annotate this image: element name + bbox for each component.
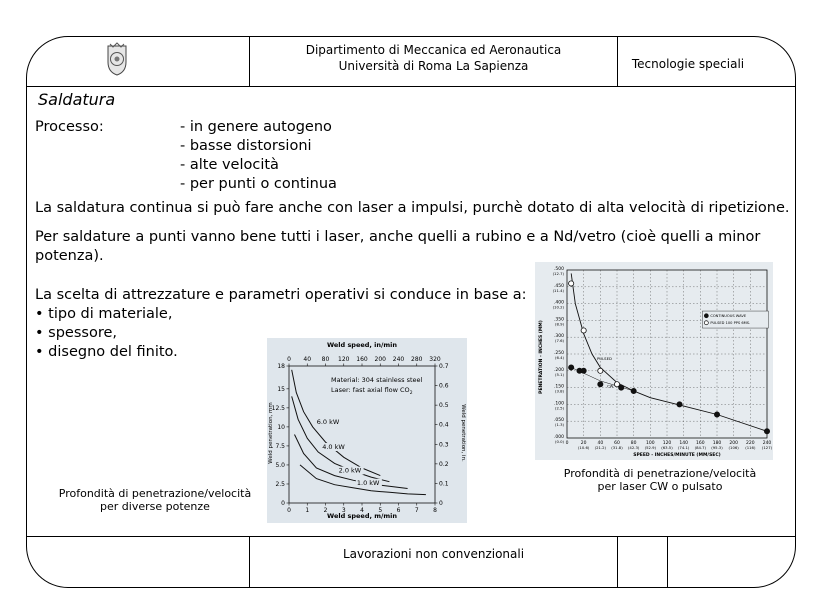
x-tick-label-mm: (63.5) — [661, 445, 673, 450]
x-tick-label: 240 — [762, 441, 772, 446]
y-tick-label: 7.5 — [275, 442, 285, 450]
x-tick-label-mm: (127) — [761, 445, 773, 450]
y-tick-label: 12.5 — [271, 404, 285, 412]
paragraph-continuous: La saldatura continua si può fare anche con laser a impulsi, purchè dotato di alta velocità di ripetizione. — [35, 200, 790, 216]
x-tick-label: 200 — [729, 441, 738, 446]
x-tick-label: 180 — [712, 441, 722, 446]
pulsed-data-point — [569, 281, 574, 286]
x-tick-label: 160 — [696, 441, 705, 446]
chart-annotation — [327, 372, 437, 397]
cw-data-point — [569, 365, 574, 370]
top-tick-label: 200 — [374, 356, 386, 363]
pulsed-data-point — [581, 328, 586, 333]
bullet-item: • spessore, — [35, 325, 117, 341]
chart-x-label: Weld speed, m/min — [327, 512, 397, 520]
y-tick-label-mm: (1.3) — [554, 422, 564, 428]
penetration-cw-vs-pulsed-chart — [535, 262, 773, 460]
y-tick-label: .400 — [553, 300, 564, 306]
x-tick-label: 100 — [646, 441, 655, 446]
paragraph-selection: La scelta di attrezzature e parametri operativi si conduce in base a: — [35, 287, 527, 303]
y-tick-label: .100 — [553, 401, 564, 407]
legend-label: PULSED 100 PPS 6MS. — [710, 321, 751, 326]
y-right-tick-label: 0.5 — [439, 402, 449, 410]
x-tick-label: 0 — [565, 441, 569, 446]
series-label: 1.0 kW — [356, 478, 380, 487]
x-tick-label: 7 — [414, 507, 419, 514]
y-tick-label: 18 — [277, 363, 285, 370]
process-item: - alte velocità — [180, 157, 279, 173]
cw-label: CW — [607, 383, 614, 389]
university-seal-icon — [104, 42, 130, 76]
x-tick-label: 80 — [630, 441, 637, 446]
penetration-vs-power-chart — [267, 338, 467, 523]
x-tick-label: 6 — [396, 507, 401, 514]
y-tick-label-mm: (5.1) — [554, 371, 564, 377]
paragraph-spot-line-1: Per saldature a punti vanno bene tutti i laser, anche quelli a rubino e a Nd/vetro (cioè quelli a minor — [35, 229, 761, 245]
y-tick-label-mm: (7.6) — [554, 338, 564, 344]
y-tick-label: .450 — [553, 283, 564, 289]
y-right-tick-label: 0.4 — [439, 421, 449, 429]
chart-x-label: SPEED - INCHES/MINUTE (MM/SEC) — [633, 453, 721, 458]
x-tick-label-mm: (52.9) — [644, 445, 657, 450]
pulsed-data-point — [614, 382, 619, 387]
cw-data-point — [714, 412, 719, 417]
x-tick-label-mm: (74.1) — [677, 445, 690, 450]
footer-title: Lavorazioni non convenzionali — [342, 547, 525, 561]
top-tick-label: 160 — [356, 356, 368, 363]
y-tick-label: .150 — [553, 384, 564, 390]
y-tick-label-mm: (12.7) — [552, 271, 564, 276]
x-tick-label-mm: (42.3) — [627, 445, 640, 450]
department-line-1: Dipartimento di Meccanica ed Aeronautica — [305, 43, 562, 57]
y-right-tick-label: 0.2 — [439, 460, 449, 468]
y-tick-label: .200 — [553, 367, 564, 373]
x-tick-label: 40 — [597, 441, 604, 446]
header-divider — [26, 86, 796, 87]
caption-line: Profondità di penetrazione/velocità — [563, 467, 757, 480]
y-tick-label: 5.0 — [275, 461, 285, 469]
annotation-material: Material: 304 stainless steel — [331, 376, 423, 384]
cw-data-point — [677, 402, 682, 407]
series-label: 2.0 kW — [338, 466, 362, 475]
x-tick-label: 3 — [341, 507, 346, 514]
x-tick-label-mm: (116) — [745, 445, 756, 450]
x-tick-label: 0 — [287, 507, 291, 514]
top-tick-label: 240 — [392, 356, 405, 363]
bullet-item: • disegno del finito. — [35, 344, 178, 360]
legend-marker — [704, 321, 708, 325]
y-tick-label-mm: (2.5) — [554, 405, 564, 411]
course-name: Tecnologie speciali — [631, 57, 745, 71]
y-tick-label-mm: (8.9) — [554, 321, 564, 327]
x-tick-label: 120 — [662, 441, 672, 446]
legend-marker — [704, 314, 708, 318]
legend-label: CONTINUOUS WAVE — [710, 314, 747, 319]
top-tick-label: 280 — [411, 356, 423, 363]
x-tick-label-mm: (31.8) — [611, 445, 623, 450]
chart-y-label: PENETRATION - INCHES (MM) — [539, 320, 544, 394]
annotation-subscript: 2 — [409, 391, 413, 396]
top-tick-label: 40 — [303, 356, 312, 363]
slide-title: Saldatura — [38, 90, 116, 109]
x-tick-label: 4 — [360, 507, 364, 514]
process-item: - basse distorsioni — [180, 138, 312, 154]
y-tick-label: .350 — [553, 317, 564, 323]
series-label: 6.0 kW — [316, 417, 340, 426]
annotation-laser: Laser: fast axial flow CO — [331, 386, 410, 394]
top-tick-label: 80 — [321, 356, 330, 363]
x-tick-label: 1 — [305, 507, 310, 514]
x-tick-label: 5 — [378, 507, 383, 514]
y-tick-label: .000 — [553, 435, 564, 440]
chart-top-title: Weld speed, in/min — [326, 341, 398, 349]
x-tick-label-mm: (21.2) — [594, 445, 607, 450]
x-tick-label: 2 — [323, 507, 328, 514]
x-tick-label-mm: (10.6) — [577, 445, 590, 450]
caption-line: per diverse potenze — [100, 500, 210, 513]
x-tick-label-mm: (106) — [728, 445, 739, 450]
footer-separator-mid — [617, 536, 618, 588]
department-line-2: Università di Roma La Sapienza — [338, 59, 529, 73]
bullet-item: • tipo di materiale, — [35, 306, 173, 322]
y-tick-label: 15 — [277, 385, 285, 393]
footer-separator-left — [249, 536, 250, 588]
x-tick-label-mm: (84.7) — [694, 445, 707, 450]
paragraph-spot-line-2: potenza). — [35, 248, 104, 264]
top-tick-label: 320 — [429, 356, 441, 363]
y-right-tick-label: 0.3 — [439, 441, 449, 449]
cw-data-point — [764, 429, 769, 434]
footer-separator-right — [667, 536, 668, 588]
y-tick-label-mm: (10.2) — [552, 304, 564, 310]
x-tick-label: 60 — [614, 441, 620, 446]
caption-line: per laser CW o pulsato — [597, 480, 723, 493]
y-tick-label-mm: (6.4) — [554, 355, 564, 360]
cw-data-point — [598, 382, 603, 387]
y-right-tick-label: 0.6 — [439, 382, 449, 390]
y-tick-label: 0 — [281, 500, 285, 507]
y-tick-label: .250 — [553, 351, 564, 356]
chart-y-label: Weld penetration, mm — [268, 402, 274, 464]
process-item: - in genere autogeno — [180, 119, 332, 135]
caption-line: Profondità di penetrazione/velocità — [58, 487, 252, 500]
left-chart-caption — [55, 487, 255, 513]
chart-y-label-right: Weld penetration, in. — [460, 404, 466, 462]
pulsed-data-point — [598, 368, 603, 373]
pulsed-label: PULSED — [597, 356, 612, 362]
y-tick-label-mm: (3.8) — [554, 388, 564, 394]
y-tick-label: .500 — [553, 267, 564, 272]
right-chart-caption — [555, 467, 765, 493]
y-tick-label-mm: (11.4) — [552, 287, 564, 293]
y-right-tick-label: 0.7 — [439, 363, 449, 370]
process-item: - per punti o continua — [180, 176, 337, 192]
x-tick-label: 20 — [580, 441, 587, 446]
x-tick-label: 8 — [433, 507, 437, 514]
y-tick-label: .300 — [553, 334, 564, 340]
y-right-tick-label: 0.1 — [439, 480, 449, 488]
department-name — [250, 42, 617, 74]
y-tick-label: 2.5 — [275, 480, 285, 488]
cw-data-point — [581, 368, 586, 373]
top-tick-label: 0 — [287, 356, 291, 363]
y-tick-label-mm: (0.0) — [554, 439, 564, 444]
x-tick-label: 220 — [746, 441, 755, 446]
footer-divider — [26, 536, 796, 537]
cw-data-point — [631, 388, 636, 393]
top-tick-label: 120 — [338, 356, 350, 363]
y-tick-label: .050 — [553, 418, 564, 424]
x-tick-label-mm: (95.3) — [711, 445, 723, 450]
series-label: 4.0 kW — [322, 443, 345, 452]
process-label: Processo: — [35, 119, 104, 135]
y-tick-label: 10 — [277, 423, 285, 431]
x-tick-label: 140 — [679, 441, 688, 446]
y-right-tick-label: 0 — [439, 500, 443, 507]
